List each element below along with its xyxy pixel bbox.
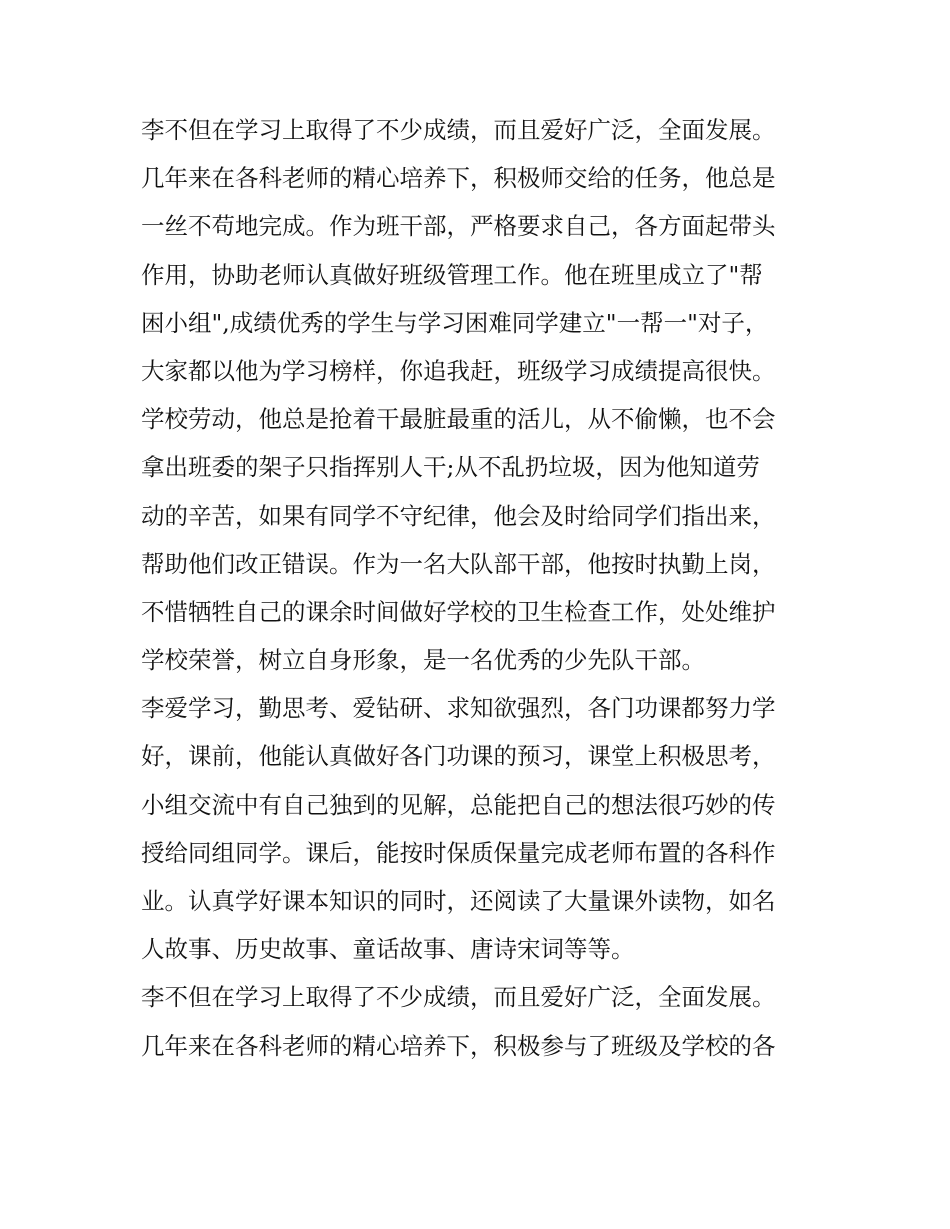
text-line: 学校劳动，他总是抢着干最脏最重的活儿，从不偷懒，也不会 <box>141 405 776 434</box>
text-line: 几年来在各科老师的精心培养下，积极师交给的任务，他总是 <box>141 164 776 193</box>
text-line: 几年来在各科老师的精心培养下，积极参与了班级及学校的各 <box>141 1031 776 1060</box>
text-line: 李爱学习，勤思考、爱钻研、求知欲强烈，各门功课都努力学 <box>141 694 776 723</box>
text-line: 一丝不苟地完成。作为班干部，严格要求自己，各方面起带头 <box>141 212 776 241</box>
text-line: 困小组",成绩优秀的学生与学习困难同学建立"一帮一"对子， <box>141 308 769 337</box>
text-line: 业。认真学好课本知识的同时，还阅读了大量课外读物，如名 <box>141 887 776 915</box>
text-line: 人故事、历史故事、童话故事、唐诗宋词等等。 <box>141 935 635 964</box>
text-line: 小组交流中有自己独到的见解，总能把自己的想法很巧妙的传 <box>141 790 776 819</box>
text-line: 动的辛苦，如果有同学不守纪律，他会及时给同学们指出来， <box>141 501 776 530</box>
text-line: 好，课前，他能认真做好各门功课的预习，课堂上积极思考， <box>141 742 776 771</box>
text-line: 拿出班委的架子只指挥别人干;从不乱扔垃圾，因为他知道劳 <box>141 453 760 482</box>
text-line: 李不但在学习上取得了不少成绩，而且爱好广泛，全面发展。 <box>141 983 776 1012</box>
text-line: 不惜牺牲自己的课余时间做好学校的卫生检查工作，处处维护 <box>141 597 776 626</box>
text-line: 大家都以他为学习榜样，你追我赶，班级学习成绩提高很快。 <box>141 356 776 385</box>
text-line: 帮助他们改正错误。作为一名大队部干部，他按时执勤上岗， <box>141 549 776 578</box>
document-body <box>141 106 821 1070</box>
text-line: 李不但在学习上取得了不少成绩，而且爱好广泛，全面发展。 <box>141 116 776 144</box>
text-line: 作用，协助老师认真做好班级管理工作。他在班里成立了"帮 <box>141 260 763 289</box>
text-line: 授给同组同学。课后，能按时保质保量完成老师布置的各科作 <box>141 838 776 867</box>
text-line: 学校荣誉，树立自身形象，是一名优秀的少先队干部。 <box>141 646 705 675</box>
